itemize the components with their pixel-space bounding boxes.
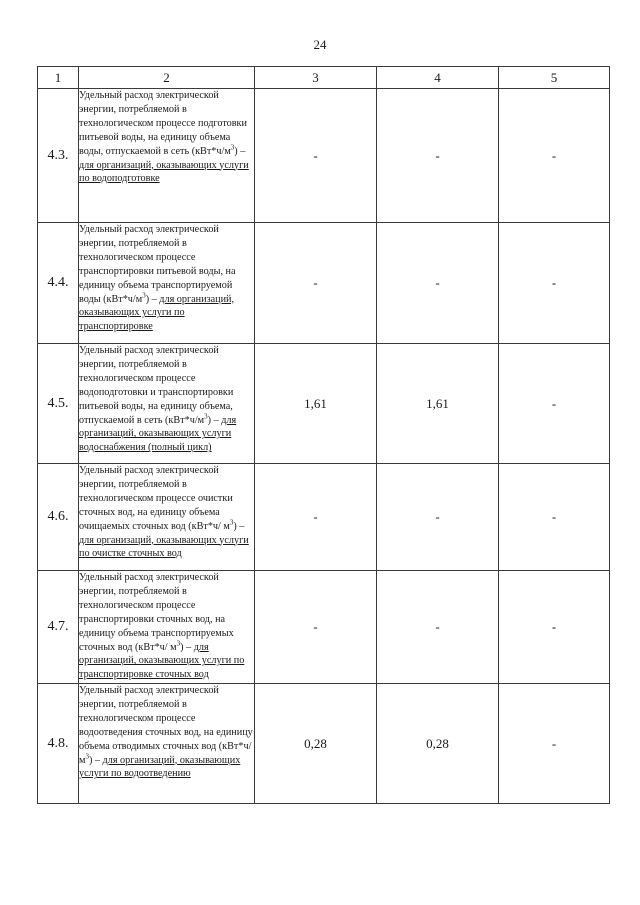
cell-col-5: - (499, 223, 610, 344)
table-row (38, 344, 610, 464)
cell-col-5: - (499, 571, 610, 684)
row-number: 4.7. (38, 571, 79, 684)
header-col-4: 4 (377, 67, 499, 89)
header-col-1: 1 (38, 67, 79, 89)
row-scope-text: для организаций, оказывающих услуги по водоотведению (79, 754, 241, 780)
cell-col-3: - (255, 464, 377, 571)
table-row (38, 89, 610, 223)
indicators-table (37, 66, 610, 804)
cell-col-4: - (377, 464, 499, 571)
cell-col-3: - (255, 89, 377, 223)
table-row (38, 571, 610, 684)
row-description: Удельный расход электрической энергии, потребляемой в технологическом процессе водоотведения сточных вод, на единицу объема отводимых сточных вод (кВт*ч/ $м^3$) – для организаций, оказывающих услуги по водоотведению (79, 684, 255, 804)
cell-col-3: 0,28 (255, 684, 377, 804)
cell-col-3: - (255, 223, 377, 344)
cell-col-5: - (499, 89, 610, 223)
row-number: 4.8. (38, 684, 79, 804)
cell-col-4: - (377, 89, 499, 223)
row-description: Удельный расход электрической энергии, потребляемой в технологическом процессе водоподготовки и транспортировки питьевой воды, на единицу объема, отпускаемой в сеть $(кВт*ч/м^3)$ – для организаций, оказывающих услуги водоснабжения (полный цикл) (79, 344, 255, 464)
row-description: Удельный расход электрической энергии, потребляемой в технологическом процессе транспортировки сточных вод, на единицу объема транспортируемых сточных вод (кВт*ч/ $м^3$) – для организаций, оказывающих услуги по транспортировке сточных вод (79, 571, 255, 684)
table-header-row (38, 67, 610, 89)
cell-col-4: 1,61 (377, 344, 499, 464)
cell-col-4: - (377, 571, 499, 684)
cell-col-5: - (499, 344, 610, 464)
row-number: 4.5. (38, 344, 79, 464)
row-scope-text: для организаций, оказывающих услуги по очистке сточных вод (79, 534, 249, 560)
header-col-5: 5 (499, 67, 610, 89)
row-description: Удельный расход электрической энергии, потребляемой в технологическом процессе очистки сточных вод, на единицу объема очищаемых сточных вод (кВт*ч/ $м^3$) – для организаций, оказывающих услуги по очистке сточных вод (79, 464, 255, 571)
cell-col-4: - (377, 223, 499, 344)
table-row (38, 223, 610, 344)
row-number: 4.6. (38, 464, 79, 571)
row-number: 4.3. (38, 89, 79, 223)
row-number: 4.4. (38, 223, 79, 344)
row-scope-text: для организаций, оказывающих услуги по водоподготовке (79, 159, 249, 185)
row-scope-text: для организаций, оказывающих услуги водоснабжения (полный цикл) (79, 414, 237, 454)
page-number: 24 (313, 37, 327, 52)
cell-col-3: 1,61 (255, 344, 377, 464)
table-row (38, 464, 610, 571)
row-scope-text: для организаций, оказывающих услуги по транспортировке (79, 293, 235, 333)
row-description: Удельный расход электрической энергии, потребляемой в технологическом процессе подготовки питьевой воды, на единицу объема воды, отпускаемой в сеть $(кВт*ч/м^3)$ – для организаций, оказывающих услуги по водоподготовке (79, 89, 255, 223)
header-col-3: 3 (255, 67, 377, 89)
cell-col-4: 0,28 (377, 684, 499, 804)
table-row (38, 684, 610, 804)
cell-col-5: - (499, 464, 610, 571)
cell-col-3: - (255, 571, 377, 684)
row-description: Удельный расход электрической энергии, потребляемой в технологическом процессе транспортировки питьевой воды, на единицу объема транспортируемой воды $(кВт*ч/м^3)$ – для организаций, оказывающих услуги по транспортировке (79, 223, 255, 344)
row-scope-text: для организаций, оказывающих услуги по транспортировке сточных вод (79, 641, 245, 681)
cell-col-5: - (499, 684, 610, 804)
header-col-2: 2 (79, 67, 255, 89)
